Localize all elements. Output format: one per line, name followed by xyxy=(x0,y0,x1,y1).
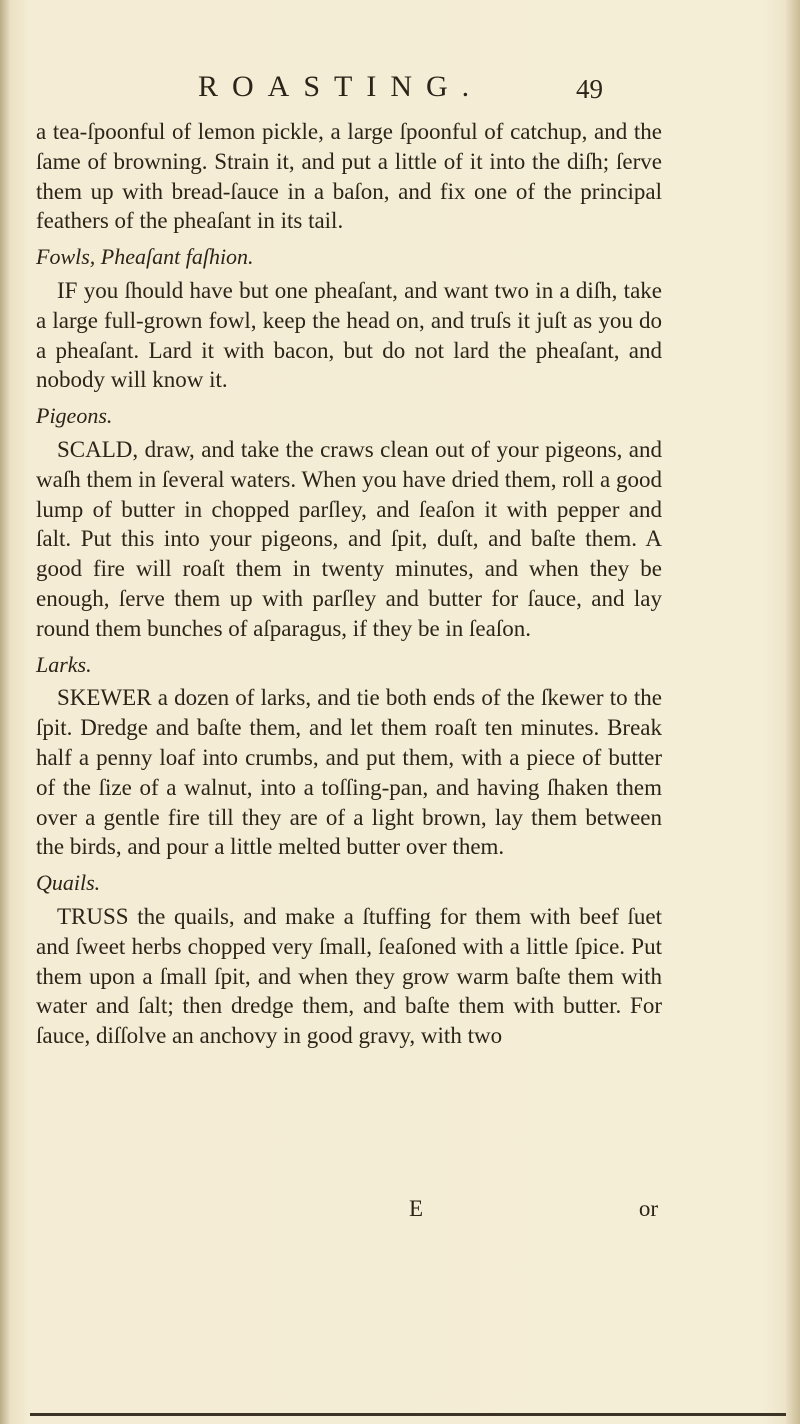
recipe-text-pigeons: SCALD, draw, and take the craws clean out of your pigeons, and waſh them in ſeveral waters. When you have dried them, roll a good lump of butter in chopped parſley, and ſeaſon it with pepper and ſalt. Put this into your pigeons, and ſpit, duſt, and baſte them. A good fire will roaſt them in twenty minutes, and when they be enough, ſerve them up with parſley and butter for ſauce, and lay round them bunches of aſparagus, if they be in ſeaſon. xyxy=(36,436,662,641)
page-header xyxy=(0,70,800,110)
bottom-rule xyxy=(30,1413,786,1416)
recipe-text-larks: SKEWER a dozen of larks, and tie both ends of the ſkewer to the ſpit. Dredge and baſte them, and let them roaſt ten minutes. Break half a penny loaf into crumbs, and put them, with a piece of butter of the ſize of a walnut, into a toſſing-pan, and having ſhaken them over a gentle fire till they are of a light brown, lay them between the birds, and pour a little melted butter over them. xyxy=(36,685,662,860)
page-footer xyxy=(36,1196,662,1226)
body-text xyxy=(36,117,662,1051)
recipe-heading-fowls: Fowls, Pheaſant faſhion. xyxy=(36,244,254,270)
recipe-heading-pigeons: Pigeons. xyxy=(36,403,113,429)
continued-paragraph: a tea-ſpoonful of lemon pickle, a large ſpoonful of catchup, and the ſame of browning. Strain it, and put a little of it into the diſh; ſerve them up with bread-ſauce in a baſon, and fix one of the principal feathers of the pheaſant in its tail. xyxy=(36,119,662,234)
catchword: or xyxy=(638,1196,658,1221)
page-edge xyxy=(786,0,800,1424)
page-number: 49 xyxy=(576,74,603,104)
running-head: ROASTING. xyxy=(198,70,484,103)
recipe-heading-larks: Larks. xyxy=(36,651,92,677)
recipe-text-fowls: IF you ſhould have but one pheaſant, and want two in a diſh, take a large full-grown fowl, keep the head on, and truſs it juſt as you do a pheaſant. Lard it with bacon, but do not lard the pheaſant, and nobody will know it. xyxy=(36,277,662,393)
recipe-text-quails: TRUSS the quails, and make a ſtuffing for them with beef ſuet and ſweet herbs chopped very ſmall, ſeaſoned with a little ſpice. Put them upon a ſmall ſpit, and when they grow warm baſte them with water and ſalt; then dredge them, and baſte them with butter. For ſauce, diſſolve an anchovy in good gravy, with two xyxy=(36,903,662,1049)
recipe-heading-quails: Quails. xyxy=(36,870,101,896)
signature-mark: E xyxy=(409,1196,424,1221)
page-gutter-shadow xyxy=(0,0,10,1424)
